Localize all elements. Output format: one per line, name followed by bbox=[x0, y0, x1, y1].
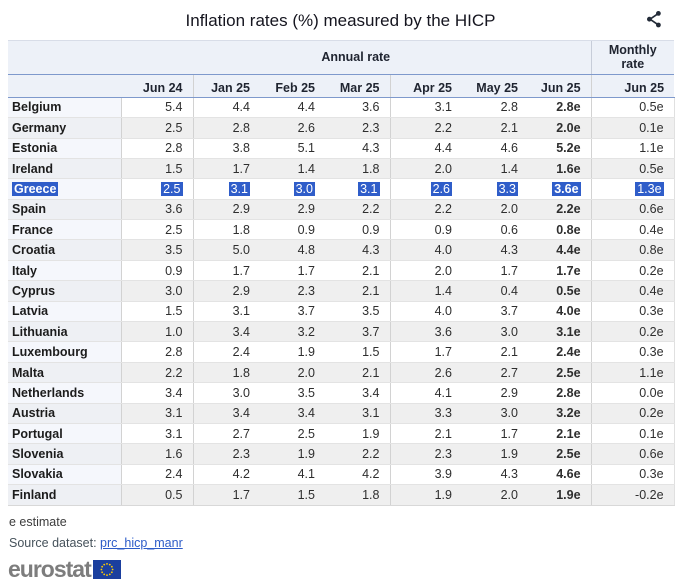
value-cell: 1.7 bbox=[390, 342, 462, 362]
value-cell: 4.1 bbox=[260, 464, 325, 484]
value-cell: 2.2 bbox=[325, 444, 390, 464]
value-cell: 4.8 bbox=[260, 240, 325, 260]
value-cell: 0.9 bbox=[325, 220, 390, 240]
value-cell: 1.1e bbox=[591, 138, 674, 158]
value-cell: 2.4e bbox=[528, 342, 591, 362]
table-row[interactable] bbox=[8, 424, 674, 444]
value-cell: 3.0 bbox=[121, 281, 193, 301]
monthly-rate-header: Monthly rate bbox=[591, 41, 674, 75]
value-cell: 4.4e bbox=[528, 240, 591, 260]
country-label: Finland bbox=[8, 485, 121, 505]
value-cell: 3.4 bbox=[121, 383, 193, 403]
value-cell: 2.1 bbox=[325, 362, 390, 382]
value-cell: 2.3 bbox=[325, 118, 390, 138]
corner-cell-2 bbox=[8, 74, 121, 97]
eurostat-wordmark: eurostat bbox=[8, 555, 91, 582]
country-label bbox=[8, 179, 121, 199]
value-cell: 2.2 bbox=[390, 118, 462, 138]
value-cell: 1.9 bbox=[260, 444, 325, 464]
value-cell: 4.3 bbox=[325, 138, 390, 158]
col-header-apr25: Apr 25 bbox=[390, 74, 462, 97]
value-cell: 3.1e bbox=[528, 322, 591, 342]
value-cell bbox=[121, 179, 193, 199]
table-row[interactable] bbox=[8, 138, 674, 158]
value-cell: 0.4e bbox=[591, 281, 674, 301]
value-cell: 0.4e bbox=[591, 220, 674, 240]
country-label: Germany bbox=[8, 118, 121, 138]
value-cell: 2.6 bbox=[260, 118, 325, 138]
value-cell: 5.4 bbox=[121, 97, 193, 117]
value-cell: 4.4 bbox=[193, 97, 260, 117]
value-cell: 0.1e bbox=[591, 118, 674, 138]
value-cell: -0.2e bbox=[591, 485, 674, 505]
value-cell: 3.1 bbox=[193, 301, 260, 321]
value-cell: 2.2 bbox=[325, 199, 390, 219]
country-label: Netherlands bbox=[8, 383, 121, 403]
value-cell: 2.0 bbox=[390, 260, 462, 280]
eu-flag-icon bbox=[93, 560, 121, 579]
page-title: Inflation rates (%) measured by the HICP bbox=[185, 11, 496, 30]
value-cell: 2.2 bbox=[390, 199, 462, 219]
value-cell: 0.3e bbox=[591, 464, 674, 484]
value-cell: 1.7 bbox=[193, 158, 260, 178]
country-label: Portugal bbox=[8, 424, 121, 444]
value-cell: 2.5e bbox=[528, 362, 591, 382]
value-cell: 2.9 bbox=[462, 383, 528, 403]
country-label: Luxembourg bbox=[8, 342, 121, 362]
value-cell: 2.5 bbox=[121, 220, 193, 240]
table-row[interactable] bbox=[8, 403, 674, 423]
value-cell: 4.3 bbox=[462, 240, 528, 260]
country-label: Austria bbox=[8, 403, 121, 423]
value-cell: 2.7 bbox=[193, 424, 260, 444]
value-cell bbox=[260, 179, 325, 199]
selection-highlight: 3.3 bbox=[498, 182, 516, 196]
value-cell: 0.3e bbox=[591, 342, 674, 362]
table-row[interactable] bbox=[8, 485, 674, 505]
table-row[interactable] bbox=[8, 322, 674, 342]
country-label: Latvia bbox=[8, 301, 121, 321]
value-cell: 3.6 bbox=[390, 322, 462, 342]
col-header-mar25: Mar 25 bbox=[325, 74, 390, 97]
value-cell: 3.6 bbox=[325, 97, 390, 117]
value-cell: 0.5e bbox=[528, 281, 591, 301]
value-cell bbox=[462, 179, 528, 199]
source-dataset-row bbox=[9, 536, 681, 550]
value-cell: 2.8 bbox=[121, 138, 193, 158]
value-cell: 2.6 bbox=[390, 362, 462, 382]
value-cell: 1.9 bbox=[390, 485, 462, 505]
country-label: Cyprus bbox=[8, 281, 121, 301]
value-cell: 2.4 bbox=[193, 342, 260, 362]
value-cell bbox=[390, 179, 462, 199]
value-cell: 2.3 bbox=[390, 444, 462, 464]
selection-highlight: 3.0 bbox=[295, 182, 313, 196]
value-cell: 0.2e bbox=[591, 260, 674, 280]
value-cell: 0.9 bbox=[121, 260, 193, 280]
value-cell: 0.2e bbox=[591, 403, 674, 423]
value-cell: 3.4 bbox=[260, 403, 325, 423]
value-cell: 5.1 bbox=[260, 138, 325, 158]
value-cell: 2.8 bbox=[462, 97, 528, 117]
value-cell: 0.4 bbox=[462, 281, 528, 301]
selection-highlight: 3.1 bbox=[360, 182, 378, 196]
value-cell: 4.3 bbox=[462, 464, 528, 484]
value-cell bbox=[528, 179, 591, 199]
selection-highlight: Greece bbox=[14, 182, 57, 196]
estimate-footnote: e estimate bbox=[9, 514, 67, 529]
value-cell: 2.1 bbox=[325, 260, 390, 280]
value-cell: 1.5 bbox=[325, 342, 390, 362]
table-row[interactable] bbox=[8, 301, 674, 321]
value-cell: 1.7 bbox=[462, 424, 528, 444]
value-cell: 1.0 bbox=[121, 322, 193, 342]
value-cell: 2.8e bbox=[528, 97, 591, 117]
source-dataset-link[interactable]: prc_hicp_manr bbox=[100, 535, 183, 550]
value-cell: 0.5e bbox=[591, 97, 674, 117]
value-cell: 3.5 bbox=[260, 383, 325, 403]
value-cell: 4.4 bbox=[390, 138, 462, 158]
value-cell: 1.6 bbox=[121, 444, 193, 464]
value-cell: 4.2 bbox=[193, 464, 260, 484]
table-row[interactable] bbox=[8, 158, 674, 178]
value-cell: 3.4 bbox=[193, 403, 260, 423]
value-cell: 1.8 bbox=[193, 362, 260, 382]
value-cell: 4.1 bbox=[390, 383, 462, 403]
value-cell: 2.3 bbox=[193, 444, 260, 464]
value-cell: 2.1 bbox=[390, 424, 462, 444]
value-cell: 2.2e bbox=[528, 199, 591, 219]
value-cell: 4.4 bbox=[260, 97, 325, 117]
value-cell: 0.5e bbox=[591, 158, 674, 178]
col-header-jun25: Jun 25 bbox=[528, 74, 591, 97]
corner-cell bbox=[8, 41, 121, 75]
value-cell: 3.1 bbox=[121, 403, 193, 423]
value-cell: 3.8 bbox=[193, 138, 260, 158]
selection-highlight: 2.6 bbox=[432, 182, 450, 196]
value-cell: 2.0 bbox=[260, 362, 325, 382]
value-cell: 2.0 bbox=[462, 199, 528, 219]
table-row[interactable] bbox=[8, 97, 674, 117]
table-row[interactable] bbox=[8, 220, 674, 240]
table-body bbox=[8, 97, 674, 505]
annual-rate-header: Annual rate bbox=[121, 41, 591, 75]
value-cell: 3.0 bbox=[462, 322, 528, 342]
value-cell: 1.1e bbox=[591, 362, 674, 382]
value-cell: 2.3 bbox=[260, 281, 325, 301]
value-cell: 2.2 bbox=[121, 362, 193, 382]
value-cell: 1.4 bbox=[260, 158, 325, 178]
value-cell: 4.6e bbox=[528, 464, 591, 484]
value-cell: 0.8e bbox=[591, 240, 674, 260]
value-cell: 2.5 bbox=[260, 424, 325, 444]
selection-highlight: 2.5 bbox=[163, 182, 181, 196]
value-cell: 0.3e bbox=[591, 301, 674, 321]
value-cell: 3.7 bbox=[260, 301, 325, 321]
col-header-may25: May 25 bbox=[462, 74, 528, 97]
inflation-table bbox=[8, 40, 675, 506]
value-cell: 3.3 bbox=[390, 403, 462, 423]
value-cell: 4.2 bbox=[325, 464, 390, 484]
share-icon[interactable] bbox=[644, 9, 664, 29]
country-label: Croatia bbox=[8, 240, 121, 260]
value-cell: 3.5 bbox=[121, 240, 193, 260]
col-header-jan25: Jan 25 bbox=[193, 74, 260, 97]
selection-highlight: 1.3e bbox=[637, 182, 662, 196]
value-cell: 2.9 bbox=[193, 281, 260, 301]
value-cell: 3.7 bbox=[325, 322, 390, 342]
country-label: Slovakia bbox=[8, 464, 121, 484]
value-cell: 3.0 bbox=[193, 383, 260, 403]
country-label: Estonia bbox=[8, 138, 121, 158]
value-cell: 2.1e bbox=[528, 424, 591, 444]
value-cell: 2.9 bbox=[260, 199, 325, 219]
country-label: Italy bbox=[8, 260, 121, 280]
value-cell: 3.4 bbox=[325, 383, 390, 403]
value-cell: 0.9 bbox=[260, 220, 325, 240]
table-row[interactable] bbox=[8, 464, 674, 484]
value-cell: 3.1 bbox=[390, 97, 462, 117]
value-cell: 4.0e bbox=[528, 301, 591, 321]
table-row[interactable] bbox=[8, 362, 674, 382]
table-row[interactable] bbox=[8, 199, 674, 219]
value-cell: 1.8 bbox=[325, 485, 390, 505]
value-cell: 0.5 bbox=[121, 485, 193, 505]
value-cell: 2.7 bbox=[462, 362, 528, 382]
col-header-jun24: Jun 24 bbox=[121, 74, 193, 97]
value-cell: 0.0e bbox=[591, 383, 674, 403]
value-cell: 1.9 bbox=[260, 342, 325, 362]
value-cell: 4.0 bbox=[390, 240, 462, 260]
country-label: Spain bbox=[8, 199, 121, 219]
value-cell: 1.8 bbox=[325, 158, 390, 178]
value-cell: 3.0 bbox=[462, 403, 528, 423]
value-cell: 3.6 bbox=[121, 199, 193, 219]
value-cell: 2.8e bbox=[528, 383, 591, 403]
country-label: Ireland bbox=[8, 158, 121, 178]
value-cell: 2.1 bbox=[462, 118, 528, 138]
country-label: Malta bbox=[8, 362, 121, 382]
group-header-row bbox=[8, 41, 674, 75]
value-cell: 3.4 bbox=[193, 322, 260, 342]
value-cell: 3.7 bbox=[462, 301, 528, 321]
value-cell: 1.5 bbox=[121, 158, 193, 178]
value-cell: 2.5 bbox=[121, 118, 193, 138]
country-label: Belgium bbox=[8, 97, 121, 117]
table-row[interactable] bbox=[8, 260, 674, 280]
value-cell: 1.7 bbox=[193, 260, 260, 280]
value-cell bbox=[193, 179, 260, 199]
value-cell: 3.2e bbox=[528, 403, 591, 423]
value-cell: 0.2e bbox=[591, 322, 674, 342]
eurostat-logo[interactable] bbox=[8, 555, 681, 582]
value-cell: 1.4 bbox=[390, 281, 462, 301]
table-row[interactable] bbox=[8, 444, 674, 464]
value-cell: 3.9 bbox=[390, 464, 462, 484]
value-cell: 3.5 bbox=[325, 301, 390, 321]
value-cell: 2.5e bbox=[528, 444, 591, 464]
value-cell: 4.0 bbox=[390, 301, 462, 321]
value-cell: 3.2 bbox=[260, 322, 325, 342]
table-row[interactable] bbox=[8, 281, 674, 301]
value-cell: 1.7e bbox=[528, 260, 591, 280]
value-cell: 1.9 bbox=[462, 444, 528, 464]
value-cell: 0.6e bbox=[591, 444, 674, 464]
value-cell bbox=[591, 179, 674, 199]
col-header-monthly-jun25: Jun 25 bbox=[591, 74, 674, 97]
value-cell: 1.5 bbox=[121, 301, 193, 321]
value-cell: 1.6e bbox=[528, 158, 591, 178]
value-cell: 1.8 bbox=[193, 220, 260, 240]
value-cell: 0.6e bbox=[591, 199, 674, 219]
value-cell: 1.5 bbox=[260, 485, 325, 505]
value-cell: 1.4 bbox=[462, 158, 528, 178]
value-cell: 2.9 bbox=[193, 199, 260, 219]
table-row[interactable] bbox=[8, 179, 674, 199]
month-header-row bbox=[8, 74, 674, 97]
value-cell: 3.1 bbox=[325, 403, 390, 423]
value-cell: 2.1 bbox=[462, 342, 528, 362]
value-cell: 2.0 bbox=[390, 158, 462, 178]
value-cell: 2.8 bbox=[121, 342, 193, 362]
table-row[interactable] bbox=[8, 383, 674, 403]
table-row[interactable] bbox=[8, 240, 674, 260]
value-cell: 2.8 bbox=[193, 118, 260, 138]
selection-highlight: 3.1 bbox=[230, 182, 248, 196]
table-row[interactable] bbox=[8, 342, 674, 362]
col-header-feb25: Feb 25 bbox=[260, 74, 325, 97]
value-cell: 2.0 bbox=[462, 485, 528, 505]
country-label: France bbox=[8, 220, 121, 240]
value-cell: 1.7 bbox=[260, 260, 325, 280]
value-cell: 1.7 bbox=[193, 485, 260, 505]
value-cell: 1.9e bbox=[528, 485, 591, 505]
value-cell: 4.6 bbox=[462, 138, 528, 158]
country-label: Slovenia bbox=[8, 444, 121, 464]
value-cell bbox=[325, 179, 390, 199]
selection-highlight: 3.6e bbox=[554, 182, 579, 196]
value-cell: 0.8e bbox=[528, 220, 591, 240]
country-label: Lithuania bbox=[8, 322, 121, 342]
value-cell: 5.0 bbox=[193, 240, 260, 260]
value-cell: 1.9 bbox=[325, 424, 390, 444]
value-cell: 0.6 bbox=[462, 220, 528, 240]
value-cell: 0.1e bbox=[591, 424, 674, 444]
table-row[interactable] bbox=[8, 118, 674, 138]
source-dataset-label: Source dataset: bbox=[9, 535, 97, 550]
value-cell: 0.9 bbox=[390, 220, 462, 240]
value-cell: 2.4 bbox=[121, 464, 193, 484]
value-cell: 1.7 bbox=[462, 260, 528, 280]
value-cell: 2.0e bbox=[528, 118, 591, 138]
value-cell: 5.2e bbox=[528, 138, 591, 158]
value-cell: 2.1 bbox=[325, 281, 390, 301]
value-cell: 3.1 bbox=[121, 424, 193, 444]
value-cell: 4.3 bbox=[325, 240, 390, 260]
title-bar bbox=[0, 0, 681, 40]
